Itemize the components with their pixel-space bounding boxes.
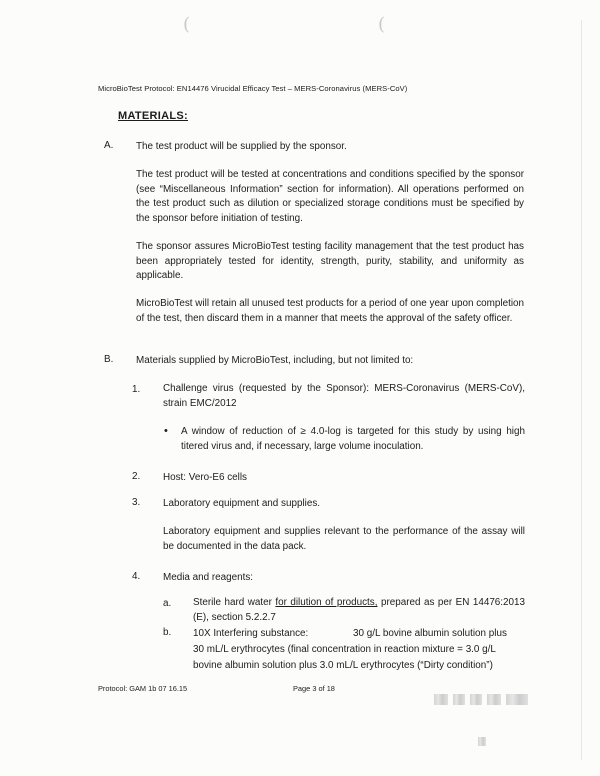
- bullet-marker: •: [164, 425, 168, 437]
- redacted-mark: [478, 737, 486, 746]
- subitem-letter: b.: [163, 627, 172, 638]
- item-text: Laboratory equipment and supplies.: [163, 498, 321, 509]
- bullet-text: A window of reduction of ≥ 4.0-log is targeted for this study by using high titered virus and, if necessary, large volume inoculation.: [181, 426, 525, 452]
- section-a-paragraph: The sponsor assures MicroBioTest testing facility management that the test product has been appropriately tested for identity, strength, purity, stability, and uniformity as applicable.: [136, 241, 524, 282]
- scan-mark: (: [183, 14, 191, 35]
- section-a-paragraph: The test product will be tested at concentrations and conditions specified by the sponsor (see “Miscellaneous Information” section for information). All operations performed on the test product such as dilution or specialized storage conditions must be specified by the sponsor before initiation of testing.: [136, 169, 524, 224]
- redacted-mark: [506, 694, 528, 705]
- subitem-b-label: 10X Interfering substance:: [193, 628, 309, 639]
- subitem-a-post: prepared as per EN 14476:2013 (E), section 5.2.2.7: [193, 597, 526, 623]
- section-a-letter: A.: [104, 140, 114, 151]
- item-number: 1.: [132, 384, 141, 395]
- item-subtext: Laboratory equipment and supplies relevant to the performance of the assay will be documented in the data pack.: [163, 526, 525, 552]
- redacted-mark: [434, 694, 448, 705]
- scan-mark: (: [378, 14, 386, 35]
- footer-page-number: Page 3 of 18: [293, 684, 335, 693]
- subitem-a-underlined: for dilution of products,: [275, 597, 378, 608]
- item-text: Host: Vero-E6 cells: [163, 472, 247, 483]
- section-heading: MATERIALS:: [118, 110, 189, 122]
- item-text: Challenge virus (requested by the Sponsor): MERS-Coronavirus (MERS-CoV), strain EMC/2012: [163, 383, 525, 409]
- scan-margin-line: [581, 20, 582, 760]
- subitem-a-pre: Sterile hard water: [193, 597, 276, 608]
- subitem-a-text: [193, 596, 525, 625]
- item-number: 3.: [132, 497, 141, 508]
- redacted-mark: [470, 694, 482, 705]
- subitem-letter: a.: [163, 598, 172, 609]
- subitem-b-line: 30 g/L bovine albumin solution plus: [353, 628, 507, 639]
- section-a-intro: The test product will be supplied by the sponsor.: [136, 141, 347, 152]
- item-number: 2.: [132, 471, 141, 482]
- item-text: Media and reagents:: [163, 572, 254, 583]
- section-b-intro: Materials supplied by MicroBioTest, including, but not limited to:: [136, 355, 414, 366]
- footer-protocol: Protocol: GAM 1b 07 16.15: [98, 684, 188, 693]
- section-b-letter: B.: [104, 354, 114, 365]
- redacted-mark: [487, 694, 501, 705]
- document-header: MicroBioTest Protocol: EN14476 Virucidal Efficacy Test – MERS-Coronavirus (MERS-CoV): [98, 84, 408, 93]
- subitem-b-line: 30 mL/L erythrocytes (final concentration in reaction mixture = 3.0 g/L: [193, 644, 496, 655]
- section-a-paragraph: MicroBioTest will retain all unused test products for a period of one year upon completion of the test, then discard them in a manner that meets the approval of the safety officer.: [136, 298, 524, 324]
- item-number: 4.: [132, 571, 141, 582]
- subitem-b-line: bovine albumin solution plus 3.0 mL/L erythrocytes (“Dirty condition”): [193, 660, 493, 671]
- redacted-mark: [453, 694, 465, 705]
